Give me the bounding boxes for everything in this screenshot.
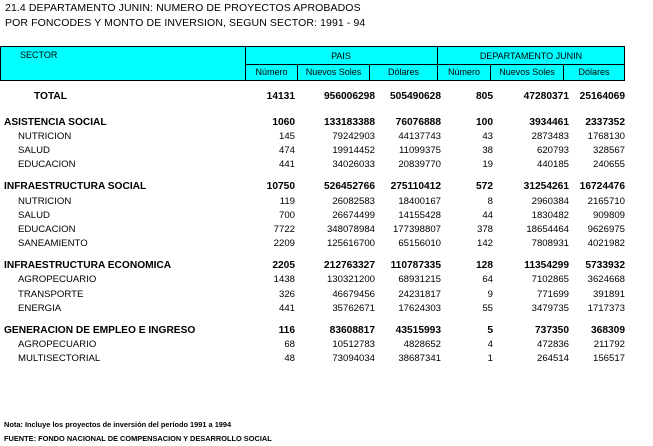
- cell-pais-numero: 1060: [272, 116, 295, 128]
- table-row: [0, 237, 625, 251]
- header-pais-dolares: Dólares: [387, 67, 419, 77]
- cell-junin-numero: 805: [476, 90, 493, 102]
- cell-junin-numero: 55: [482, 302, 493, 314]
- table-row: [0, 129, 625, 143]
- row-label: INFRAESTRUCTURA SOCIAL: [4, 181, 147, 193]
- cell-pais-dolares: 4828652: [403, 339, 441, 351]
- header-junin-nuevos-soles: Nuevos Soles: [499, 67, 555, 77]
- table-title-line-2: POR FONCODES Y MONTO DE INVERSION, SEGUN SECTOR: 1991 - 94: [5, 17, 366, 29]
- table-row: [0, 194, 625, 208]
- cell-junin-dolares: 1768130: [587, 130, 625, 142]
- cell-pais-dolares: 110787335: [390, 260, 441, 272]
- cell-pais-dolares: 18400167: [398, 195, 441, 207]
- row-label: SALUD: [18, 144, 50, 156]
- cell-pais-soles: 46679456: [332, 288, 375, 300]
- header-pais-numero: Número: [255, 67, 288, 77]
- table-row-infraestructura-social: [0, 180, 625, 194]
- cell-junin-soles: 2873483: [531, 130, 569, 142]
- data-table: [0, 88, 625, 366]
- cell-junin-dolares: 240655: [592, 159, 625, 171]
- table-row: [0, 273, 625, 287]
- table-row: [0, 287, 625, 301]
- row-label: ASISTENCIA SOCIAL: [4, 116, 107, 128]
- cell-junin-dolares: 909809: [592, 209, 625, 221]
- cell-junin-dolares: 25164069: [579, 90, 625, 102]
- cell-pais-soles: 26082583: [332, 195, 375, 207]
- cell-junin-soles: 3934461: [529, 116, 569, 128]
- cell-junin-dolares: 16724476: [579, 181, 625, 193]
- cell-pais-soles: 34026033: [332, 159, 375, 171]
- cell-junin-dolares: 2337352: [585, 116, 625, 128]
- cell-pais-soles: 130321200: [326, 274, 375, 286]
- source-note: FUENTE: FONDO NACIONAL DE COMPENSACION Y DESARROLLO SOCIAL: [4, 434, 272, 443]
- cell-pais-numero: 10750: [266, 181, 295, 193]
- cell-junin-soles: 31254261: [523, 181, 569, 193]
- row-label: GENERACION DE EMPLEO E INGRESO: [4, 325, 196, 337]
- cell-pais-numero: 119: [279, 195, 295, 207]
- cell-pais-dolares: 24231817: [398, 288, 441, 300]
- cell-junin-numero: 142: [476, 238, 493, 250]
- cell-pais-numero: 441: [278, 302, 295, 314]
- cell-pais-soles: 35762671: [332, 302, 375, 314]
- cell-pais-dolares: 14155428: [398, 209, 441, 221]
- cell-pais-numero: 441: [278, 159, 295, 171]
- cell-junin-dolares: 1717373: [587, 302, 625, 314]
- row-label: SALUD: [18, 209, 50, 221]
- table-row: [0, 143, 625, 157]
- cell-pais-numero: 474: [278, 144, 295, 156]
- cell-pais-numero: 48: [284, 353, 295, 365]
- cell-pais-numero: 700: [278, 209, 295, 221]
- header-departamento-junin: DEPARTAMENTO JUNIN: [479, 51, 583, 61]
- cell-pais-numero: 326: [278, 288, 295, 300]
- header-junin-numero: Número: [447, 67, 480, 77]
- cell-pais-numero: 68: [284, 339, 295, 351]
- table-title-line-1: 21.4 DEPARTAMENTO JUNIN: NUMERO DE PROYECTOS APROBADOS: [5, 2, 361, 14]
- header-junin-dolares: Dólares: [578, 67, 610, 77]
- cell-junin-soles: 3479735: [531, 302, 569, 314]
- cell-junin-soles: 771699: [536, 288, 569, 300]
- table-row: [0, 301, 625, 315]
- cell-junin-soles: 11354299: [524, 260, 569, 272]
- cell-junin-dolares: 328567: [592, 144, 625, 156]
- table-row-total: [0, 88, 625, 104]
- table-header: [0, 46, 625, 81]
- row-label: SANEAMIENTO: [18, 238, 88, 250]
- cell-pais-dolares: 275110412: [390, 181, 441, 193]
- header-sector: SECTOR: [20, 50, 58, 60]
- table-row: [0, 338, 625, 352]
- table-row: [0, 208, 625, 222]
- cell-pais-dolares: 20839770: [398, 159, 441, 171]
- cell-pais-dolares: 68931215: [398, 274, 441, 286]
- cell-junin-numero: 4: [487, 339, 493, 351]
- cell-pais-soles: 526452766: [324, 181, 375, 193]
- header-pais: PAIS: [331, 51, 351, 61]
- cell-pais-dolares: 65156010: [398, 238, 441, 250]
- cell-junin-numero: 378: [476, 223, 493, 235]
- row-label: AGROPECUARIO: [18, 339, 97, 351]
- row-label: EDUCACION: [18, 223, 76, 235]
- row-label: AGROPECUARIO: [18, 274, 97, 286]
- cell-pais-soles: 19914452: [332, 144, 375, 156]
- table-row-asistencia-social: [0, 115, 625, 129]
- cell-junin-numero: 64: [482, 274, 493, 286]
- cell-pais-dolares: 505490628: [390, 90, 441, 102]
- cell-junin-dolares: 9626975: [587, 223, 625, 235]
- cell-junin-dolares: 5733932: [585, 260, 625, 272]
- cell-junin-numero: 1: [487, 353, 493, 365]
- cell-pais-soles: 125616700: [326, 238, 375, 250]
- header-pais-nuevos-soles: Nuevos Soles: [305, 67, 362, 77]
- cell-junin-soles: 7808931: [531, 238, 569, 250]
- cell-pais-soles: 348078984: [326, 223, 375, 235]
- cell-junin-dolares: 3624668: [587, 274, 625, 286]
- cell-pais-numero: 116: [278, 325, 295, 337]
- row-label: TRANSPORTE: [18, 288, 84, 300]
- cell-pais-dolares: 76076888: [395, 116, 441, 128]
- cell-pais-soles: 212763327: [324, 260, 375, 272]
- cell-junin-dolares: 4021982: [587, 238, 625, 250]
- cell-junin-numero: 9: [487, 288, 493, 300]
- cell-pais-numero: 7722: [273, 223, 295, 235]
- cell-junin-dolares: 368309: [591, 325, 625, 337]
- cell-junin-numero: 44: [482, 209, 493, 221]
- table-row: [0, 158, 625, 172]
- row-label: NUTRICION: [18, 195, 72, 207]
- cell-junin-soles: 18654464: [526, 223, 569, 235]
- cell-junin-numero: 100: [476, 116, 493, 128]
- cell-pais-numero: 1438: [273, 274, 295, 286]
- cell-junin-numero: 19: [482, 159, 493, 171]
- cell-pais-numero: 2205: [272, 260, 295, 272]
- cell-junin-soles: 737350: [535, 325, 569, 337]
- cell-pais-dolares: 44137743: [398, 130, 441, 142]
- table-row: [0, 352, 625, 366]
- cell-junin-dolares: 211792: [593, 339, 625, 351]
- cell-pais-soles: 26674499: [332, 209, 375, 221]
- cell-junin-soles: 2960384: [531, 195, 569, 207]
- cell-junin-soles: 1830482: [531, 209, 569, 221]
- cell-junin-soles: 472836: [536, 339, 569, 351]
- cell-pais-dolares: 38687341: [398, 353, 441, 365]
- row-label: TOTAL: [34, 90, 68, 102]
- cell-pais-soles: 10512783: [332, 339, 375, 351]
- cell-junin-soles: 440185: [536, 159, 569, 171]
- cell-pais-soles: 79242903: [332, 130, 375, 142]
- cell-pais-dolares: 11099375: [399, 144, 441, 156]
- cell-pais-soles: 83608817: [329, 325, 375, 337]
- cell-pais-dolares: 177398807: [392, 223, 441, 235]
- cell-pais-numero: 145: [278, 130, 295, 142]
- row-label: NUTRICION: [18, 130, 72, 142]
- cell-junin-dolares: 2165710: [587, 195, 625, 207]
- cell-junin-soles: 620793: [536, 144, 569, 156]
- row-label: INFRAESTRUCTURA ECONOMICA: [4, 260, 172, 272]
- cell-pais-dolares: 17624303: [398, 302, 441, 314]
- cell-junin-numero: 43: [482, 130, 493, 142]
- cell-pais-dolares: 43515993: [395, 325, 441, 337]
- cell-pais-numero: 2209: [273, 238, 295, 250]
- cell-junin-dolares: 391891: [592, 288, 625, 300]
- cell-junin-soles: 7102865: [531, 274, 569, 286]
- cell-pais-soles: 956006298: [324, 90, 375, 102]
- cell-pais-soles: 133183388: [324, 116, 375, 128]
- footnote: Nota: Incluye los proyectos de inversión del período 1991 a 1994: [4, 420, 232, 429]
- row-label: MULTISECTORIAL: [18, 353, 101, 365]
- cell-junin-soles: 47280371: [523, 90, 569, 102]
- table-row-infraestructura-economica: [0, 259, 625, 273]
- table-row-generacion-empleo: [0, 323, 625, 337]
- table-row: [0, 222, 625, 236]
- row-label: EDUCACION: [18, 159, 76, 171]
- cell-junin-numero: 38: [482, 144, 493, 156]
- cell-junin-numero: 128: [476, 260, 493, 272]
- cell-junin-numero: 8: [487, 195, 493, 207]
- cell-junin-numero: 5: [487, 325, 493, 337]
- cell-pais-soles: 73094034: [332, 353, 375, 365]
- cell-junin-dolares: 156517: [592, 353, 625, 365]
- cell-junin-numero: 572: [476, 181, 493, 193]
- cell-pais-numero: 14131: [266, 90, 295, 102]
- row-label: ENERGIA: [18, 302, 62, 314]
- cell-junin-soles: 264514: [536, 353, 569, 365]
